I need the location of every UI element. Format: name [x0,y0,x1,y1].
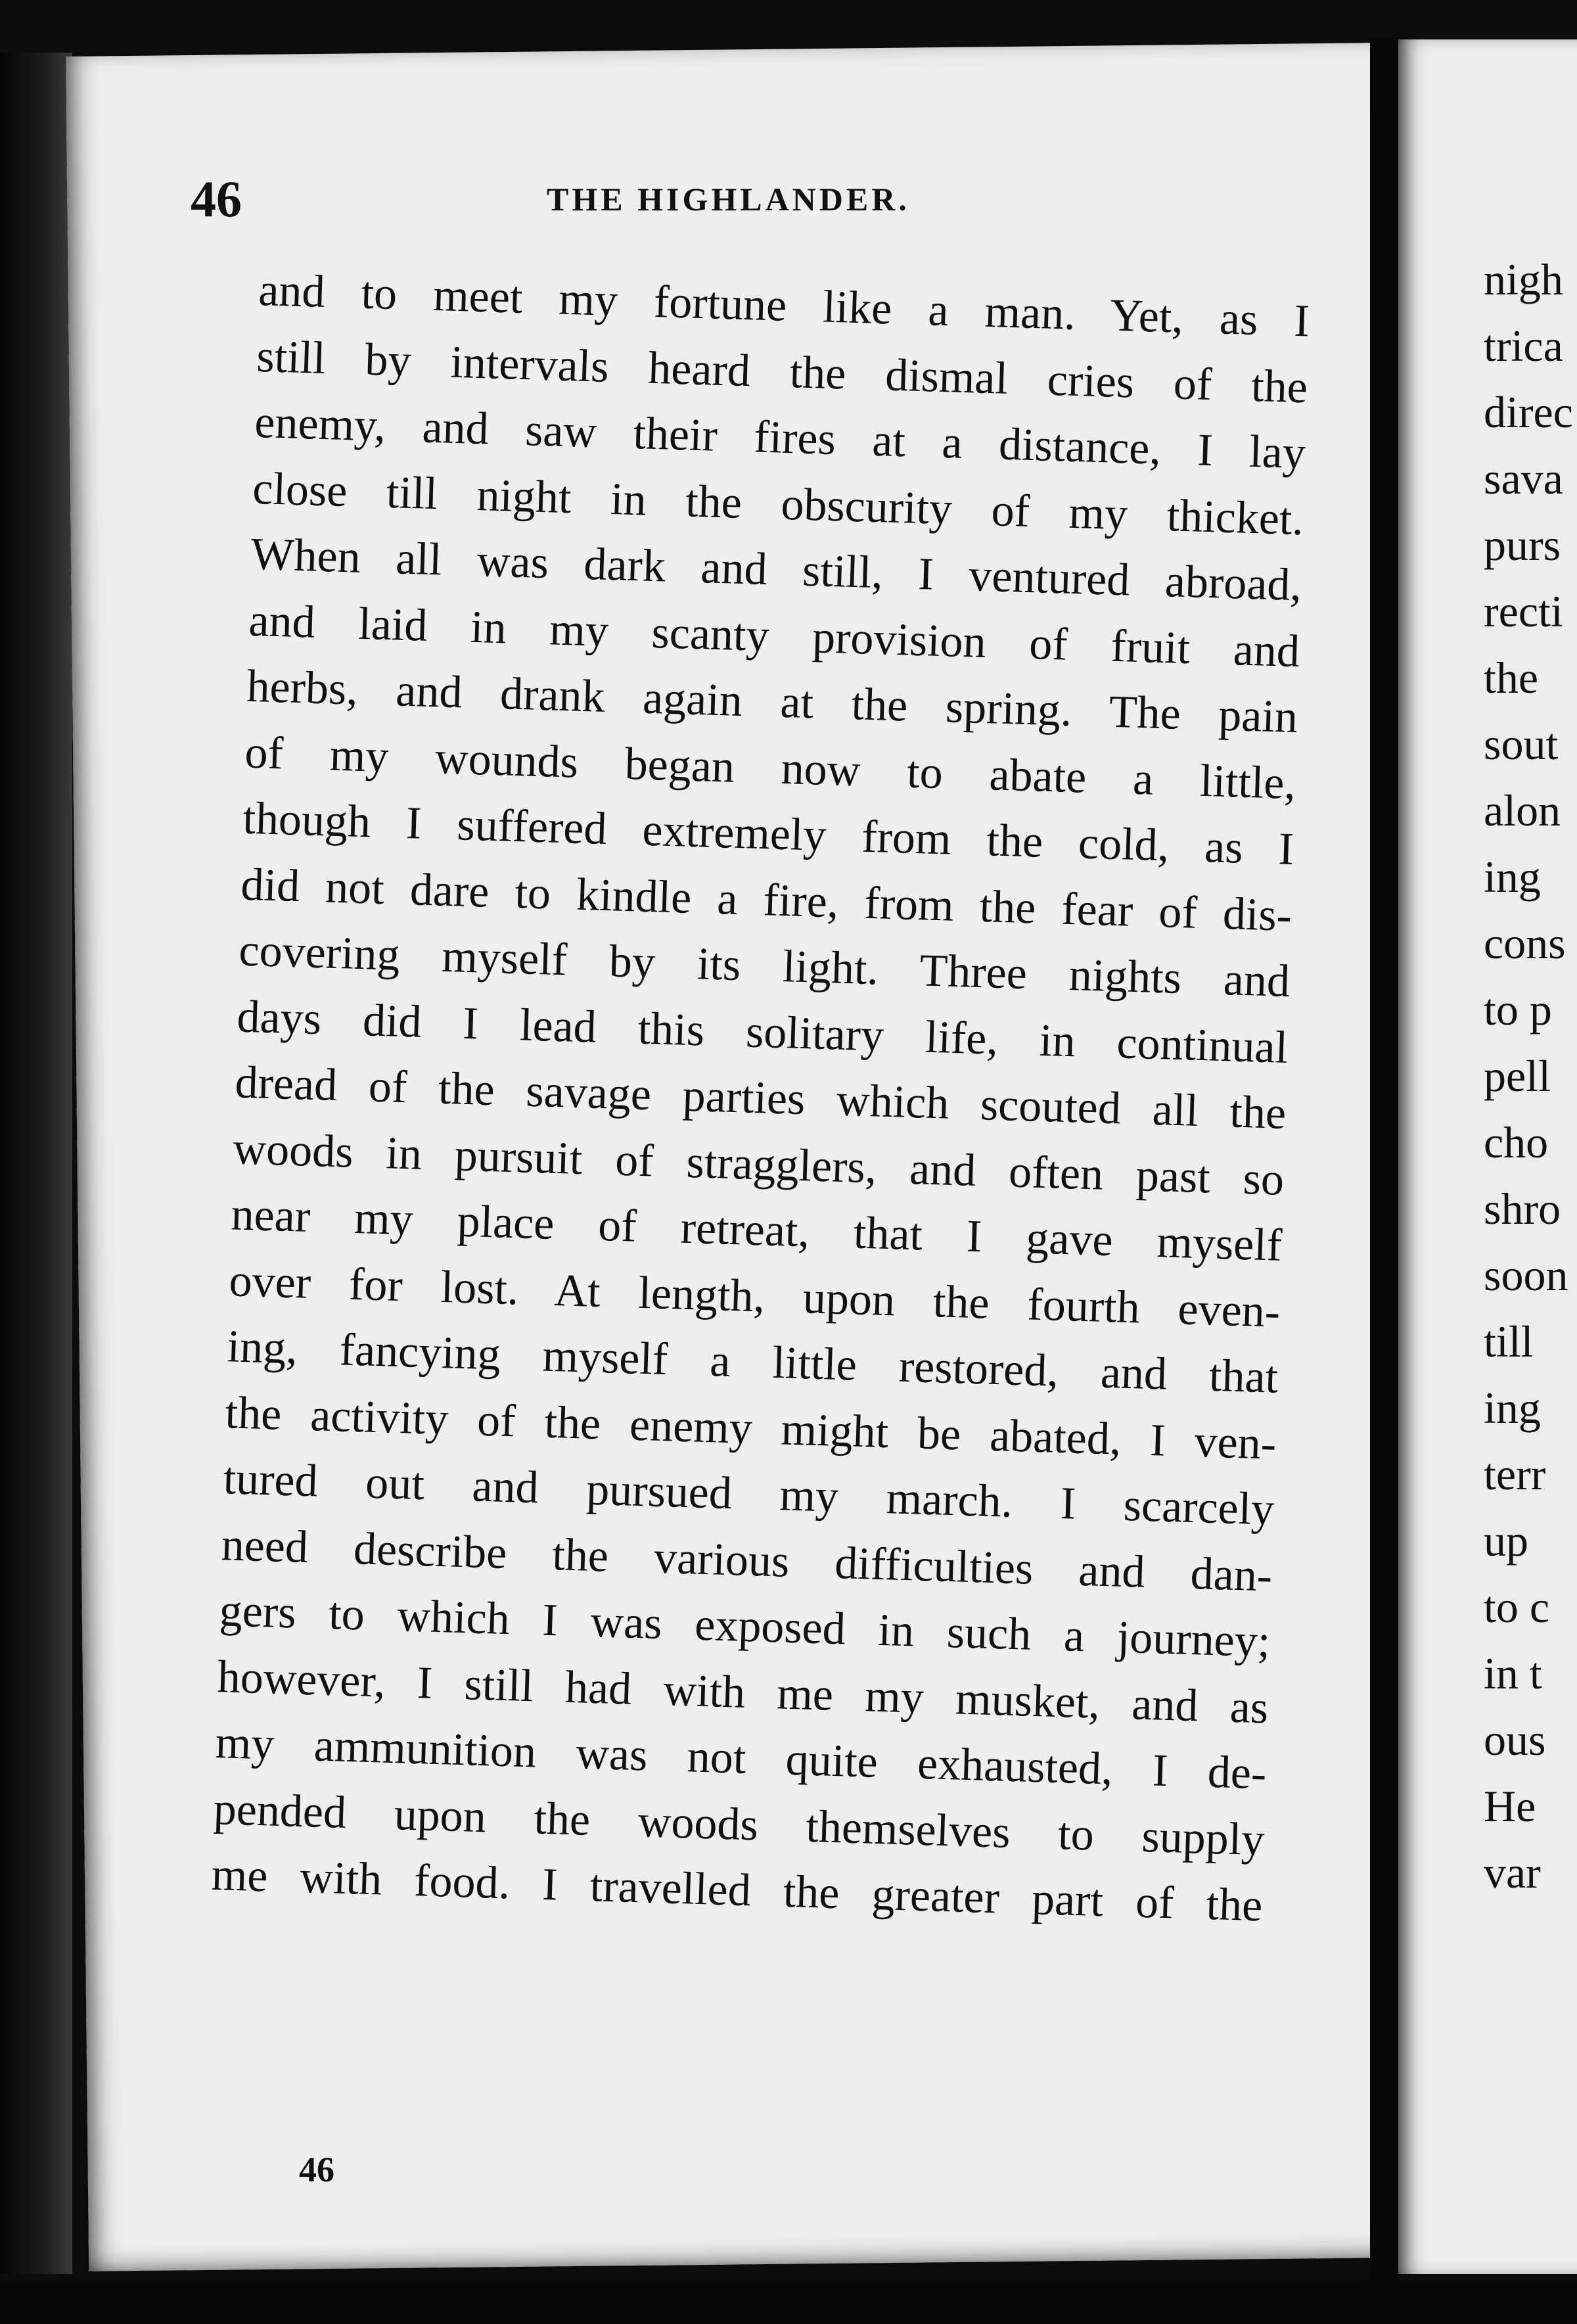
right-page-line: the [1484,653,1539,703]
right-page-line: var [1484,1848,1541,1897]
text-line: herbs, and drank again at the spring. The pain [246,661,1299,743]
right-page-line: sout [1484,719,1559,769]
text-line: enemy, and saw their fires at a distance, I lay [254,396,1307,479]
right-page-line: He [1484,1781,1536,1831]
text-line: my ammunition was not quite exhausted, I de- [214,1717,1268,1800]
text-line: gers to which I was exposed in such a journey; [218,1585,1271,1667]
right-page-line: trica [1484,321,1563,371]
right-page-line: in t [1484,1648,1542,1698]
scan-bottom-edge [0,2281,1577,2324]
text-line: woods in pursuit of stragglers, and often past so [232,1123,1285,1205]
text-line: over for lost. At length, upon the fourth even- [228,1255,1281,1337]
page-header [191,163,1308,235]
text-line: tured out and pursued my march. I scarcely [222,1453,1275,1535]
right-page-line: terr [1484,1449,1546,1499]
right-page-line: alon [1484,785,1561,835]
text-line: ing, fancying myself a little restored, and that [226,1321,1279,1403]
text-line: of my wounds began now to abate a little, [244,727,1297,809]
text-line: close till night in the obscurity of my thicket. [252,463,1305,545]
text-line: still by intervals heard the dismal cries of the [256,331,1308,413]
right-page-line: cho [1484,1117,1549,1167]
right-page-line: purs [1484,520,1561,570]
text-line: pended upon the woods themselves to supply [212,1783,1266,1865]
right-page-line: pell [1484,1051,1551,1101]
right-page-line: till [1484,1316,1534,1366]
text-line: near my place of retreat, that I gave myself [230,1189,1283,1271]
text-line: covering myself by its light. Three nights and [238,925,1291,1007]
text-line: however, I still had with me my musket, and as [216,1651,1269,1733]
running-title: THE HIGHLANDER. [547,181,910,218]
page-number: 46 [191,170,242,227]
right-page-text [1484,246,1577,1906]
text-line: me with food. I travelled the greater part of the [210,1849,1264,1932]
right-page-line: ing [1484,852,1541,902]
right-page-line: to p [1484,985,1552,1034]
right-page-line: direc [1484,387,1573,437]
right-page-line: recti [1484,586,1563,636]
text-line: though I suffered extremely from the cold, as I [242,793,1295,875]
right-page-line: ing [1484,1383,1541,1433]
right-page-line: sava [1484,453,1563,503]
right-page-line: soon [1484,1250,1568,1300]
text-line: the activity of the enemy might be abated, I ven- [224,1387,1277,1470]
text-line: and to meet my fortune like a man. Yet, as I [258,264,1310,347]
right-page-line: cons [1484,918,1566,968]
text-line: days did I lead this solitary life, in continual [236,991,1289,1073]
text-line: need describe the various difficulties and dan- [220,1519,1273,1602]
footer-page-mark: 46 [299,2150,334,2189]
right-page-line: to c [1484,1582,1550,1632]
right-page-line: nigh [1484,254,1563,304]
book-gutter [1370,39,1399,2287]
right-page-line: ous [1484,1715,1546,1765]
text-line: and laid in my scanty provision of fruit and [248,595,1301,677]
right-page-line: shro [1484,1184,1561,1234]
book-spine-shadow [0,53,72,2274]
text-line: did not dare to kindle a fire, from the fear of dis- [240,859,1293,941]
right-page-line: up [1484,1516,1528,1566]
text-line: When all was dark and still, I ventured abroad, [250,528,1303,611]
body-text [210,258,1310,1940]
text-line: dread of the savage parties which scouted all the [234,1057,1287,1139]
